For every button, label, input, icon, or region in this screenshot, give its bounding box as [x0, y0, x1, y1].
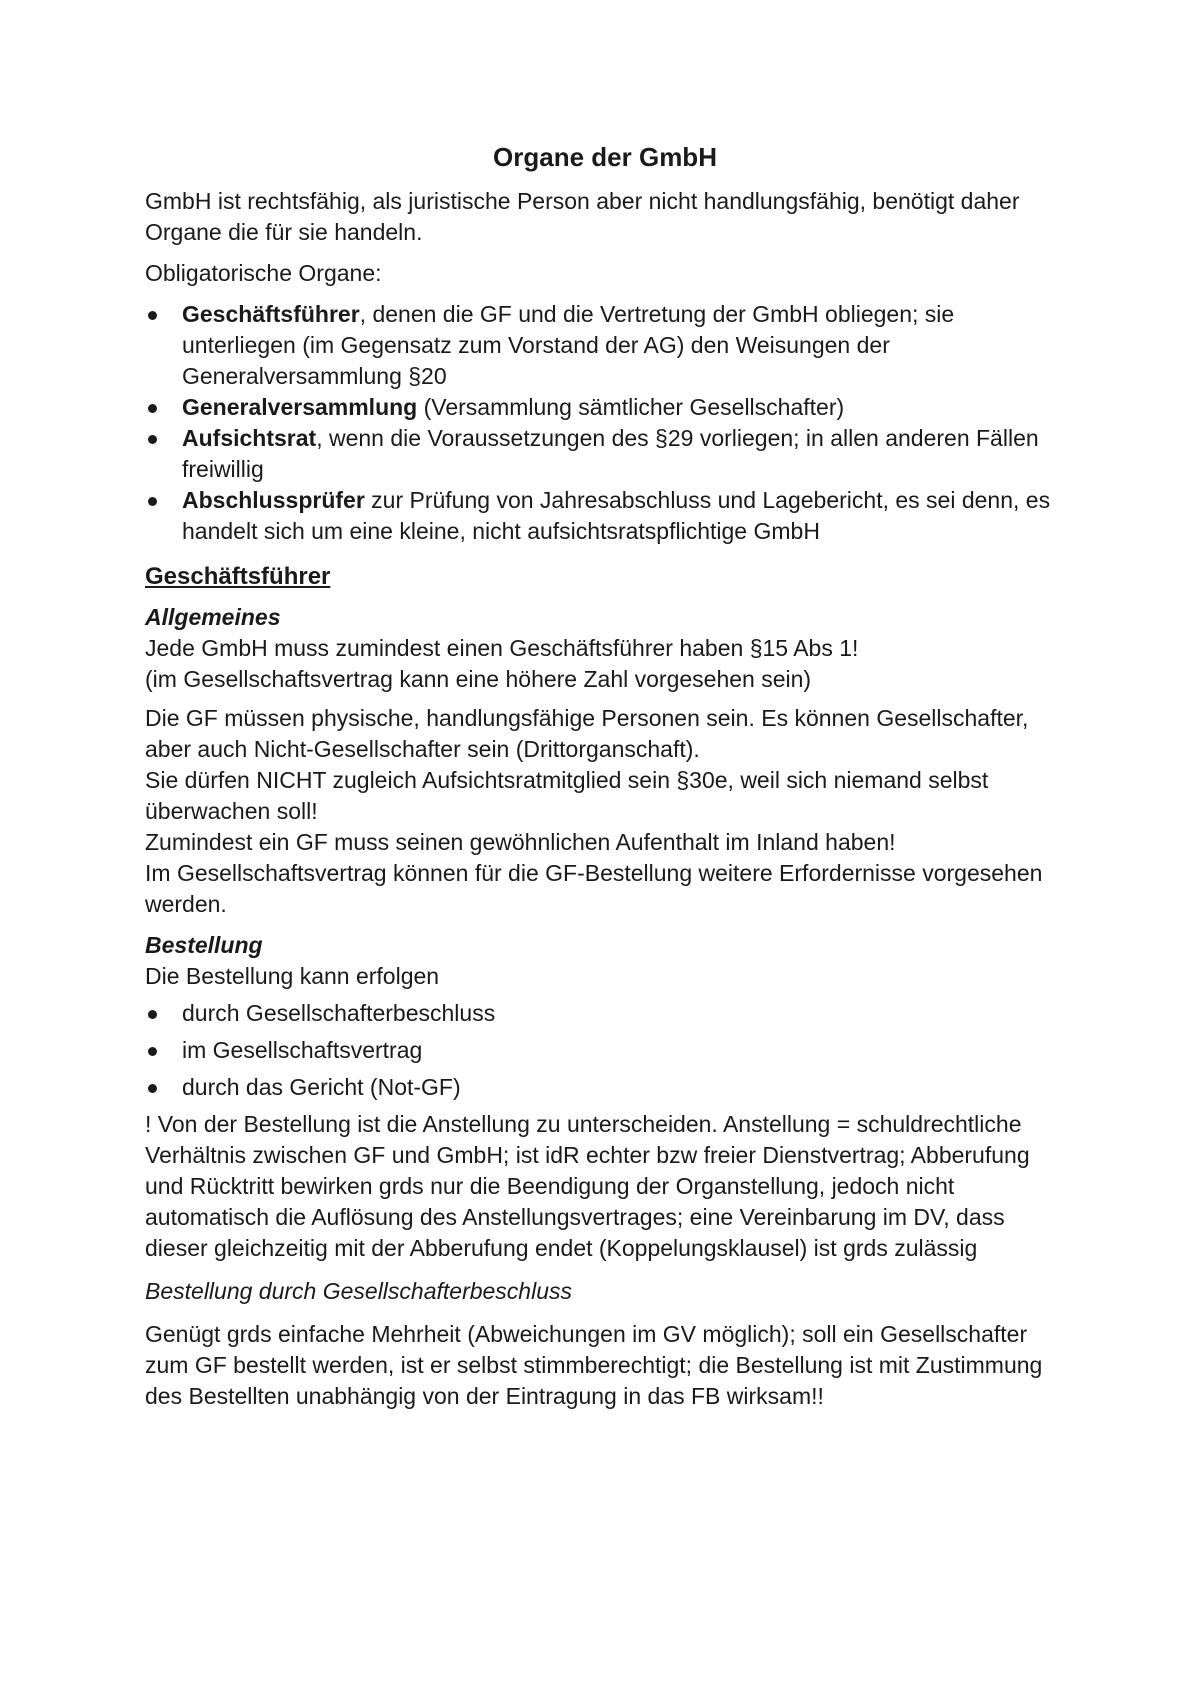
organ-text: zur Prüfung von Jahresabschluss und Lagebericht, es sei denn, es handelt sich um eine kleine, nicht aufsichtsratspflichtige GmbH: [182, 487, 1051, 544]
list-item: [145, 1035, 1065, 1066]
intro-paragraph: GmbH ist rechtsfähig, als juristische Person aber nicht handlungsfähig, benötigt daher Organe die für sie handeln.: [145, 188, 1020, 245]
bestellung-item: im Gesellschaftsvertrag: [182, 1037, 423, 1063]
bestellung-note: ! Von der Bestellung ist die Anstellung zu unterscheiden. Anstellung = schuldrechtliche Verhältnis zwischen GF und GmbH; ist idR echter bzw freier Dienstvertrag; Abberufung und Rücktritt bewirken grds nur die Beendigung der Organstellung, jedoch nicht automatisch die Auflösung des Anstellungsvertrages; eine Vereinbarung im DV, dass dieser gleichzeitig mit der Abberufung endet (Koppelungsklausel) ist grds zulässig: [145, 1111, 1030, 1261]
list-item: [145, 485, 1065, 547]
bullet-icon: [148, 497, 157, 506]
bullet-icon: [148, 1047, 157, 1056]
bullet-icon: [148, 404, 157, 413]
organ-term: Generalversammlung: [182, 394, 418, 420]
document-page: [145, 140, 1065, 1412]
allgemeines-p2-line-4: Im Gesellschaftsvertrag können für die GF-Bestellung weitere Erfordernisse vorgesehen werden.: [145, 860, 1043, 917]
beschluss-paragraph: Genügt grds einfache Mehrheit (Abweichungen im GV möglich); soll ein Gesellschafter zum GF bestellt werden, ist er selbst stimmberechtigt; die Bestellung ist mit Zustimmung des Bestellten unabhängig von der Eintragung in das FB wirksam!!: [145, 1321, 1043, 1409]
bullet-icon: [148, 435, 157, 444]
bestellung-item: durch das Gericht (Not-GF): [182, 1074, 461, 1100]
subheading-bestellung-beschluss: Bestellung durch Gesellschafterbeschluss: [145, 1278, 573, 1304]
subheading-allgemeines: Allgemeines: [145, 604, 281, 630]
organ-text: , denen die GF und die Vertretung der GmbH obliegen; sie unterliegen (im Gegensatz zum Vorstand der AG) den Weisungen der Generalversammlung §20: [182, 301, 955, 389]
list-item: [145, 392, 1065, 423]
organ-term: Geschäftsführer: [182, 301, 360, 327]
organ-term: Abschlussprüfer: [182, 487, 365, 513]
list-item: [145, 998, 1065, 1029]
bestellung-intro: Die Bestellung kann erfolgen: [145, 963, 440, 989]
organe-list: [145, 299, 1065, 547]
allgemeines-line-2: (im Gesellschaftsvertrag kann eine höhere Zahl vorgesehen sein): [145, 666, 812, 692]
bullet-icon: [148, 311, 157, 320]
list-item: [145, 1072, 1065, 1103]
organ-text: (Versammlung sämtlicher Gesellschafter): [417, 394, 845, 420]
allgemeines-p2-line-2: Sie dürfen NICHT zugleich Aufsichtsratmitglied sein §30e, weil sich niemand selbst überwachen soll!: [145, 767, 989, 824]
bestellung-item: durch Gesellschafterbeschluss: [182, 1000, 496, 1026]
subheading-bestellung: Bestellung: [145, 932, 263, 958]
allgemeines-p2-line-1: Die GF müssen physische, handlungsfähige Personen sein. Es können Gesellschafter, aber auch Nicht-Gesellschafter sein (Drittorganschaft).: [145, 705, 1029, 762]
document-title: Organe der GmbH: [493, 142, 717, 172]
list-item: [145, 423, 1065, 485]
bullet-icon: [148, 1084, 157, 1093]
allgemeines-p2-line-3: Zumindest ein GF muss seinen gewöhnlichen Aufenthalt im Inland haben!: [145, 829, 896, 855]
list-item: [145, 299, 1065, 392]
section-heading-geschaeftsfuehrer: Geschäftsführer: [145, 563, 331, 590]
bullet-icon: [148, 1010, 157, 1019]
allgemeines-line-1: Jede GmbH muss zumindest einen Geschäftsführer haben §15 Abs 1!: [145, 635, 859, 661]
bestellung-list: [145, 998, 1065, 1103]
organ-text: , wenn die Voraussetzungen des §29 vorliegen; in allen anderen Fällen freiwillig: [182, 425, 1039, 482]
obligatorische-organe-label: Obligatorische Organe:: [145, 260, 382, 286]
organ-term: Aufsichtsrat: [182, 425, 317, 451]
